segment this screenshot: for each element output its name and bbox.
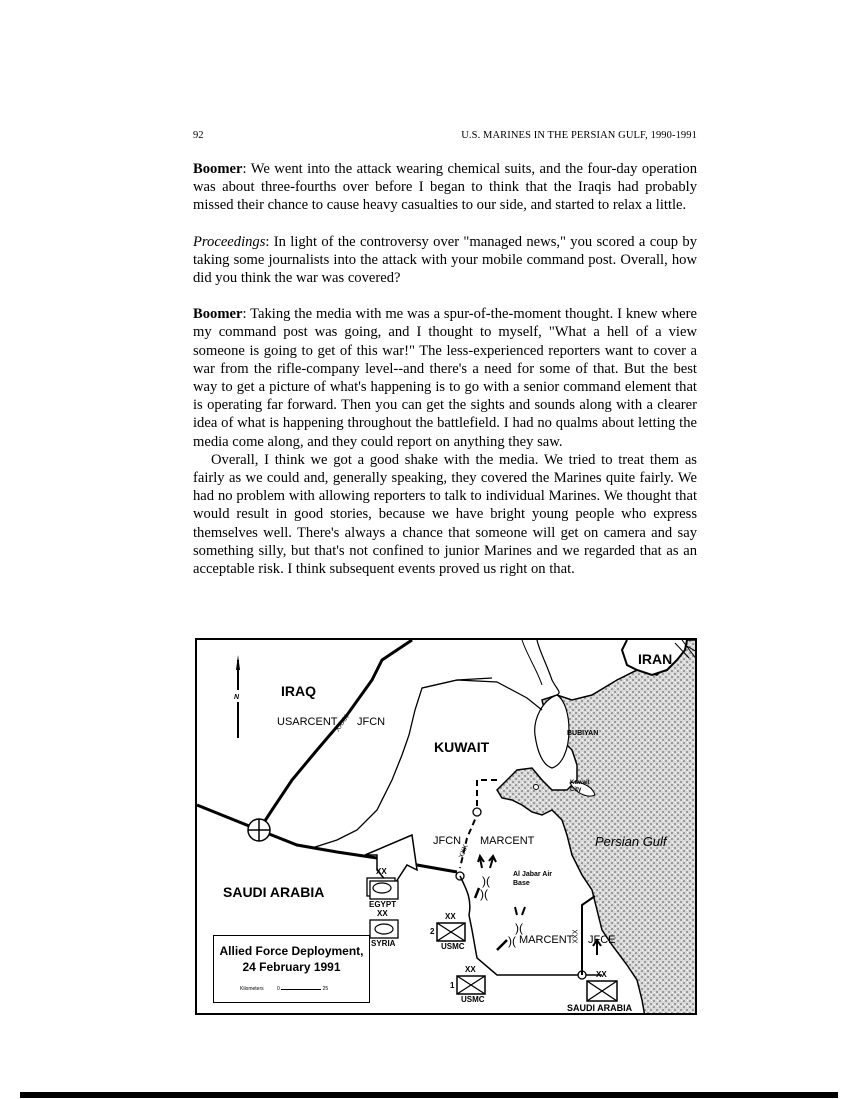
label-jfcn-north: JFCN: [357, 716, 386, 728]
scale-end: 25: [322, 986, 329, 992]
paragraph-boomer-2: [193, 305, 697, 451]
speaker-name: Boomer: [193, 306, 243, 323]
label-persian-gulf: Persian Gulf: [595, 834, 667, 849]
unit-syria: [370, 920, 398, 938]
iraq-kuwait-border: [197, 640, 412, 678]
map-legend: [213, 935, 370, 1003]
unit-echelon: XX: [376, 867, 387, 876]
label-xxxx: XXXX: [334, 713, 351, 734]
page-header: [193, 130, 697, 146]
page-number: 92: [193, 130, 204, 141]
running-head: U.S. MARINES IN THE PERSIAN GULF, 1990-1991: [461, 130, 697, 141]
label-marcent-north: MARCENT: [480, 835, 535, 847]
unit-number: 1: [450, 981, 455, 990]
unit-echelon: XX: [465, 965, 476, 974]
bubiyan-island: [535, 695, 569, 768]
svg-text:)(: )(: [482, 874, 490, 888]
unit-number: 2: [430, 927, 435, 936]
paragraph-proceedings: [193, 233, 697, 288]
unit-name-saudi-arabia: SAUDI ARABIA: [567, 1003, 633, 1013]
bottom-rule: [20, 1092, 838, 1098]
map-title-line1: Allied Force Deployment,: [219, 944, 364, 958]
label-al-jabar: Al Jabar Air Base: [513, 871, 553, 887]
label-jfce: JFCE: [588, 934, 616, 946]
label-kuwait: KUWAIT: [434, 739, 490, 755]
unit-echelon: XX: [377, 909, 388, 918]
label-north: N: [234, 694, 240, 701]
label-jfcn-mid: JFCN: [433, 835, 462, 847]
map-title-line2: 24 February 1991: [242, 960, 341, 974]
unit-echelon: XX: [445, 912, 456, 921]
unit-1-usmc: [457, 976, 485, 994]
label-kuwait-city: Kuwait City: [570, 780, 590, 793]
speaker-name: Boomer: [193, 161, 243, 177]
saudi-iraq-border: [197, 805, 457, 872]
unit-name-usmc-1: USMC: [461, 995, 485, 1004]
persian-gulf-water: [497, 640, 697, 1015]
unit-2-usmc: [437, 923, 465, 941]
label-iran: IRAN: [638, 651, 673, 667]
unit-name-egypt: EGYPT: [369, 900, 397, 909]
unit-echelon: XX: [596, 970, 607, 979]
label-xxx-1: XXX: [458, 843, 470, 860]
unit-name-usmc-2: USMC: [441, 942, 465, 951]
speaker-name: Proceedings: [193, 233, 266, 250]
paragraph-text: Overall, I think we got a good shake with the media. We tried to treat them as fairly as we could and, generally speaking, they covered the Marines quite fairly. We had no problem with allowing reporters to talk to individual Marines. We thought that would result in good stories, because we have bright young people who express themselves well. There's always a chance that someone will get on camera and say something silly, but that's not confined to junior Marines and we regarded that as an acceptable risk. I think subsequent events proved us right on that.: [193, 451, 697, 578]
paragraph-boomer-1: [193, 160, 697, 215]
scale-bar: [240, 986, 328, 992]
unit-egypt: [367, 878, 398, 899]
label-bubiyan: BUBIYAN: [567, 730, 599, 737]
scale-line: [281, 989, 321, 990]
svg-text:)(: )(: [515, 921, 523, 935]
deployment-map: [195, 638, 697, 1015]
paragraph-continuation: [193, 451, 697, 578]
paragraph-text: : In light of the controversy over "managed news," you scored a coup by taking some journalists into the attack with your mobile command post. Overall, how did you think the war was covered?: [193, 233, 697, 287]
svg-text:)(: )(: [480, 887, 488, 901]
label-iraq: IRAQ: [281, 683, 316, 699]
paragraph-text: : Taking the media with me was a spur-of-the-moment thought. I knew where my command post was going, and I thought to myself, "What a hell of a view someone is going to get of this war!" The less-experienced reporters want to cover a war from the rifle-company level--and there's a need for some of that. But the best way to get a picture of what's happening is to go with a senior command element that is operating far forward. Then you can get the sights and sounds along with a clearer idea of what is happening throughout the battlefield. I had no qualms about letting the media come along, and they could report on anything they saw.: [193, 306, 697, 450]
scale-start: 0: [277, 986, 280, 992]
body-text: [193, 160, 697, 578]
svg-text:)(: )(: [508, 934, 516, 948]
unit-saudi-arabia: [587, 981, 617, 1001]
unit-name-syria: SYRIA: [371, 939, 396, 948]
label-marcent-south: MARCENT: [519, 934, 574, 946]
scale-label: Kilometers: [240, 986, 264, 992]
label-saudi-arabia: SAUDI ARABIA: [223, 884, 325, 900]
label-xxx-2: XXX: [572, 929, 580, 944]
paragraph-text: : We went into the attack wearing chemical suits, and the four-day operation was about three-fourths over before I began to think that the Iraqis had probably missed their chance to cause heavy casualties to our side, and started to relax a little.: [193, 161, 697, 214]
label-usarcent: USARCENT: [277, 716, 338, 728]
